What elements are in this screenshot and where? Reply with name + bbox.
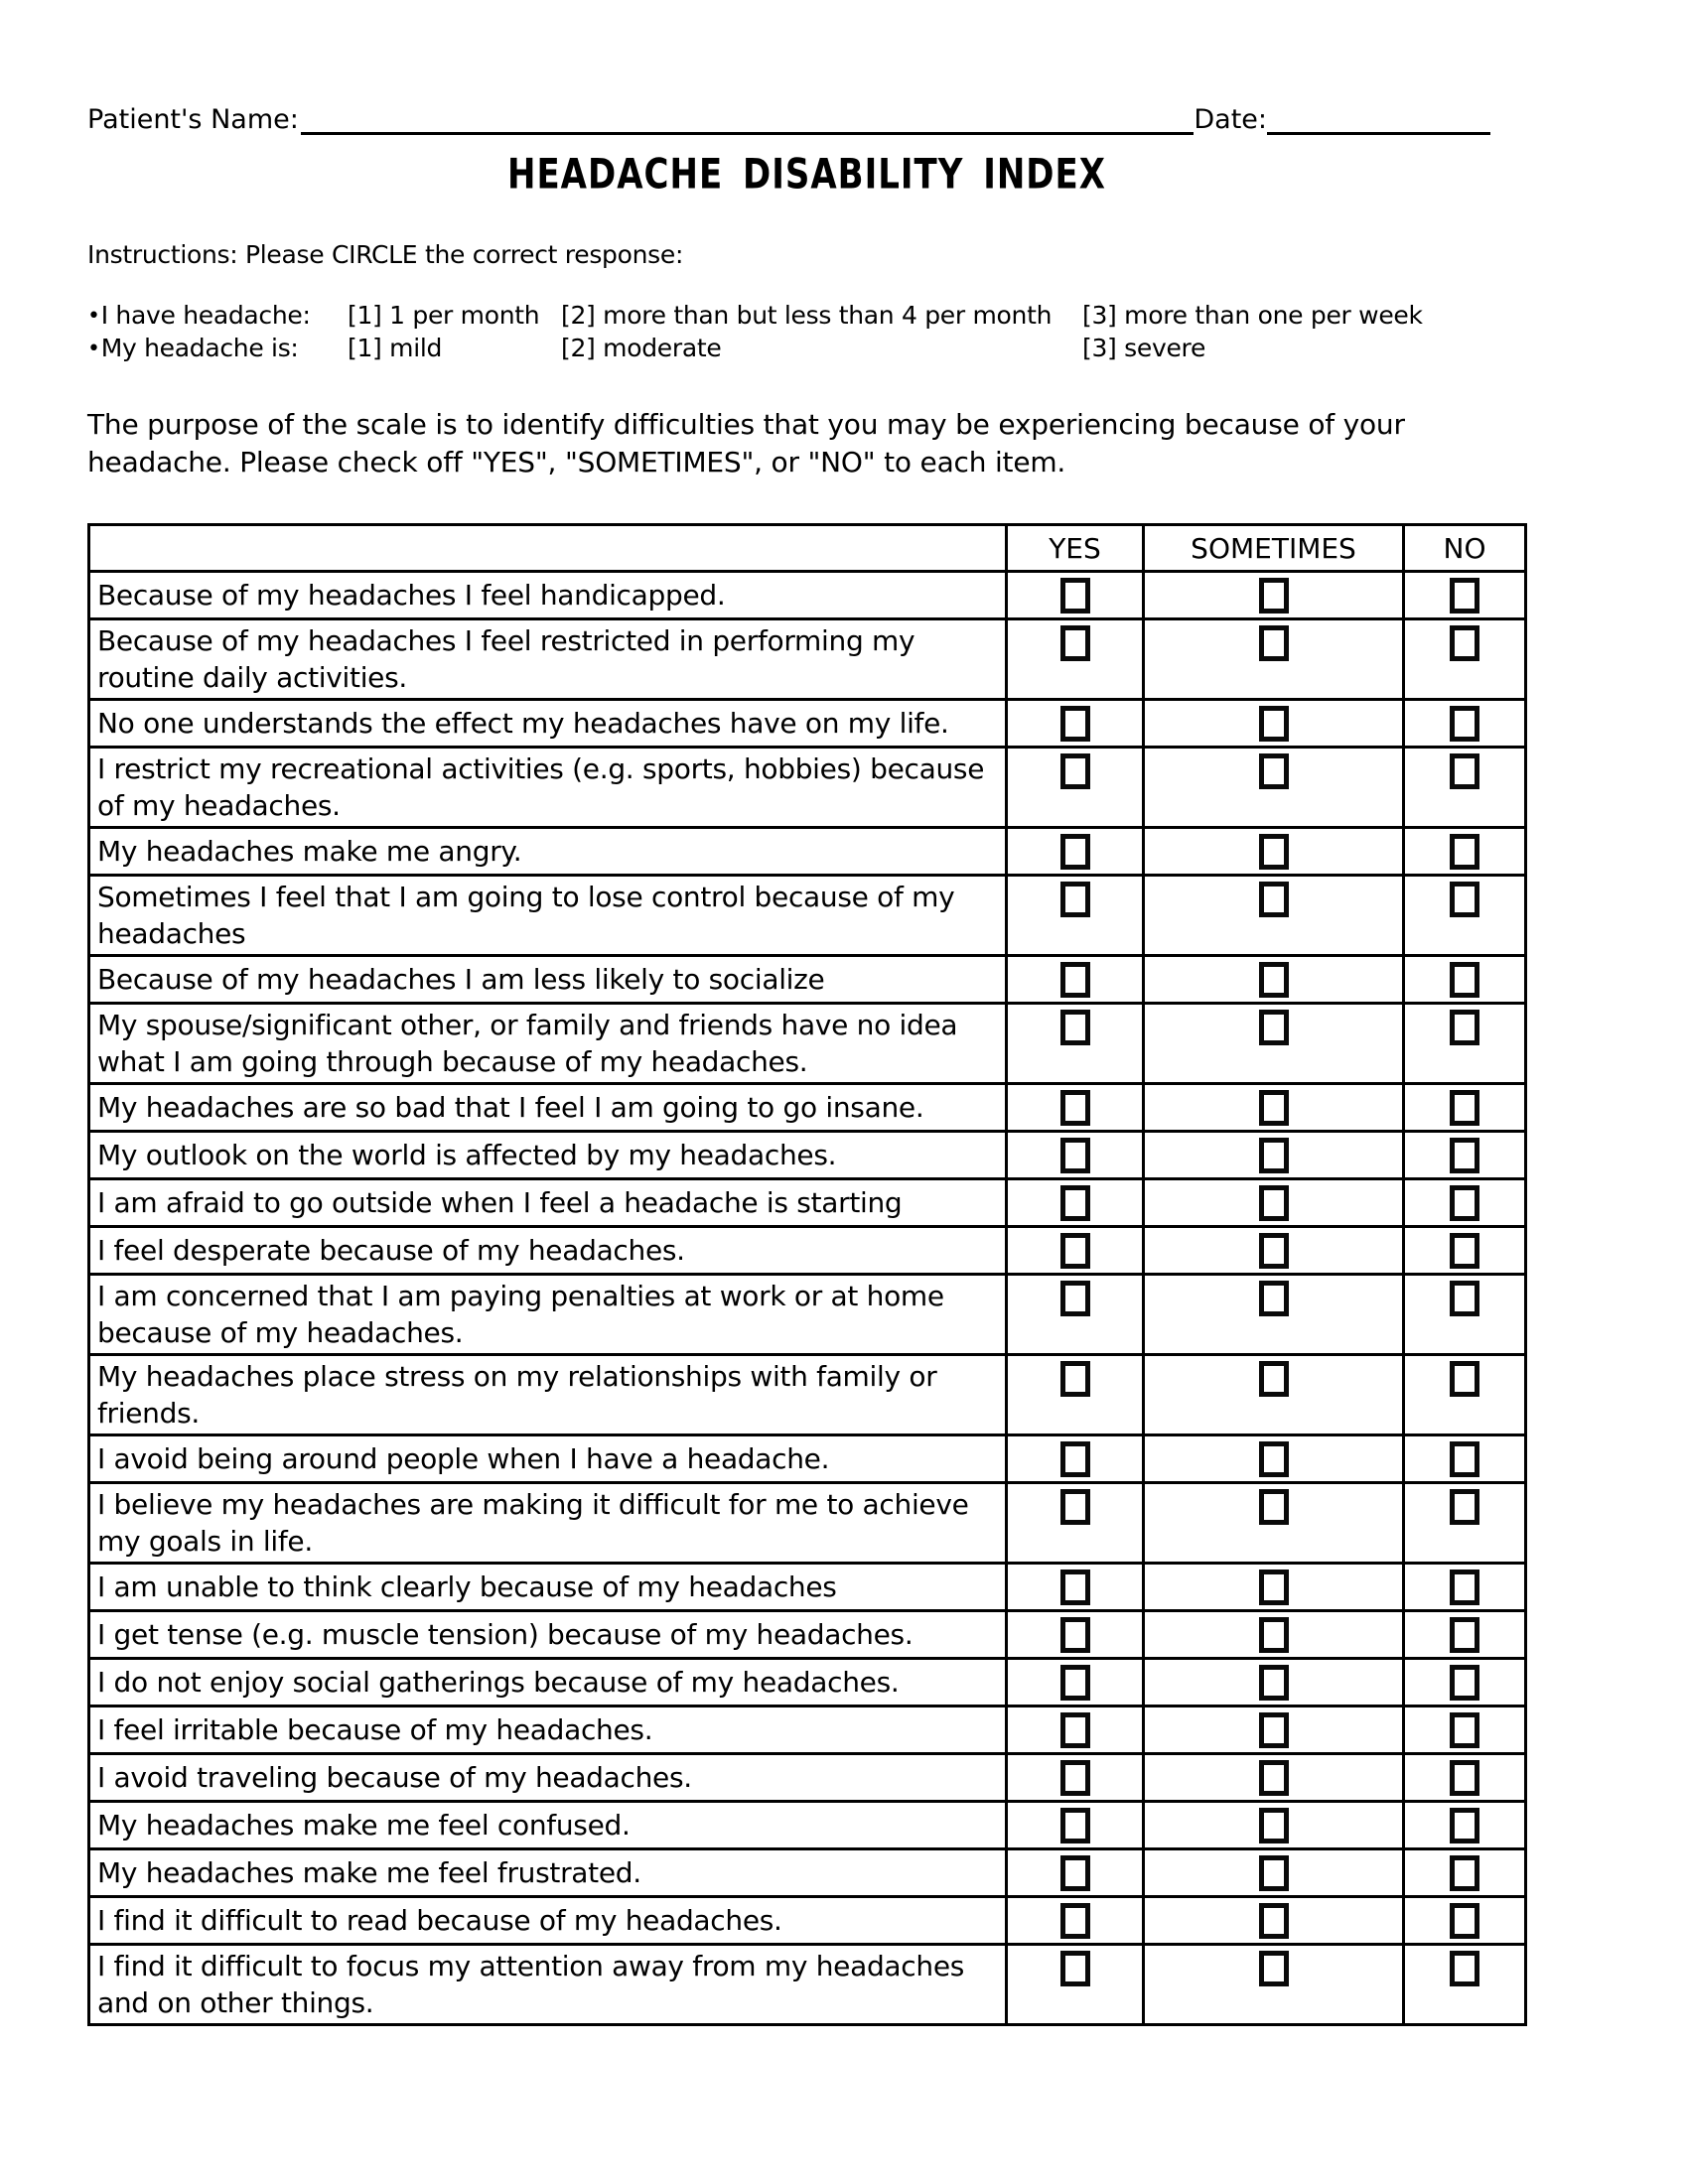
checkbox-sometimes[interactable]	[1259, 578, 1289, 614]
checkbox-yes[interactable]	[1060, 625, 1090, 661]
answer-cell-yes	[1007, 1227, 1144, 1275]
question-text: I am afraid to go outside when I feel a headache is starting	[89, 1179, 1007, 1227]
headache-severity-line	[87, 334, 1526, 366]
checkbox-sometimes[interactable]	[1259, 1760, 1289, 1796]
severity-label: My headache is:	[100, 334, 299, 362]
question-text: My headaches make me angry.	[89, 828, 1007, 876]
answer-cell-no	[1404, 828, 1526, 876]
checkbox-no[interactable]	[1450, 1712, 1479, 1748]
question-text: I get tense (e.g. muscle tension) because of my headaches.	[89, 1611, 1007, 1659]
question-column-header	[89, 525, 1007, 572]
table-row	[89, 748, 1526, 828]
answer-cell-yes	[1007, 748, 1144, 828]
headache-frequency-line	[87, 301, 1526, 334]
frequency-option-1[interactable]: [1] 1 per month	[348, 301, 540, 330]
answer-cell-sometimes	[1144, 1611, 1404, 1659]
checkbox-sometimes[interactable]	[1259, 1185, 1289, 1221]
table-row	[89, 1179, 1526, 1227]
answer-cell-no	[1404, 1004, 1526, 1084]
table-row	[89, 1227, 1526, 1275]
checkbox-no[interactable]	[1450, 1570, 1479, 1605]
answer-cell-yes	[1007, 1659, 1144, 1706]
checkbox-no[interactable]	[1450, 1617, 1479, 1653]
table-row	[89, 1084, 1526, 1132]
answer-cell-no	[1404, 1275, 1526, 1355]
bullet-icon: •	[87, 337, 100, 361]
question-text: Because of my headaches I feel handicapped.	[89, 572, 1007, 619]
table-row	[89, 1754, 1526, 1802]
checkbox-yes[interactable]	[1060, 882, 1090, 917]
question-text: My headaches make me feel frustrated.	[89, 1849, 1007, 1897]
answer-cell-sometimes	[1144, 1897, 1404, 1945]
checkbox-no[interactable]	[1450, 1903, 1479, 1939]
question-text: I find it difficult to focus my attention away from my headaches and on other things.	[89, 1945, 1007, 2025]
answer-cell-no	[1404, 1659, 1526, 1706]
checkbox-sometimes[interactable]	[1259, 1951, 1289, 1986]
table-header-row	[89, 525, 1526, 572]
answer-cell-yes	[1007, 1802, 1144, 1849]
checkbox-sometimes[interactable]	[1259, 1138, 1289, 1173]
answer-cell-sometimes	[1144, 1004, 1404, 1084]
checkbox-sometimes[interactable]	[1259, 834, 1289, 870]
checkbox-yes[interactable]	[1060, 1281, 1090, 1316]
answer-cell-no	[1404, 1084, 1526, 1132]
answer-cell-no	[1404, 1706, 1526, 1754]
answer-cell-no	[1404, 1483, 1526, 1564]
table-row	[89, 1706, 1526, 1754]
checkbox-yes[interactable]	[1060, 1712, 1090, 1748]
answer-cell-yes	[1007, 1435, 1144, 1483]
answer-cell-sometimes	[1144, 828, 1404, 876]
table-row	[89, 1355, 1526, 1435]
answer-cell-no	[1404, 700, 1526, 748]
patient-name-field[interactable]	[301, 101, 1195, 135]
bullet-label	[87, 334, 299, 362]
answer-cell-no	[1404, 1179, 1526, 1227]
answer-cell-yes	[1007, 828, 1144, 876]
instructions-heading: Instructions: Please CIRCLE the correct response:	[87, 240, 684, 269]
answer-cell-no	[1404, 956, 1526, 1004]
patient-header-row	[87, 101, 1526, 135]
checkbox-yes[interactable]	[1060, 1808, 1090, 1843]
checkbox-no[interactable]	[1450, 1010, 1479, 1045]
checkbox-sometimes[interactable]	[1259, 1010, 1289, 1045]
table-row	[89, 572, 1526, 619]
page-title: HEADACHE DISABILITY INDEX	[507, 150, 1106, 200]
patient-name-label: Patient's Name:	[87, 104, 299, 135]
checkbox-yes[interactable]	[1060, 962, 1090, 998]
answer-cell-no	[1404, 572, 1526, 619]
answer-cell-sometimes	[1144, 1084, 1404, 1132]
answer-cell-sometimes	[1144, 1945, 1404, 2025]
severity-option-3[interactable]: [3] severe	[1082, 334, 1206, 362]
checkbox-no[interactable]	[1450, 1090, 1479, 1126]
bullet-icon: •	[87, 304, 100, 329]
answer-cell-sometimes	[1144, 1355, 1404, 1435]
hdi-table-body	[89, 572, 1526, 2025]
answer-cell-sometimes	[1144, 1227, 1404, 1275]
answer-cell-sometimes	[1144, 1754, 1404, 1802]
checkbox-no[interactable]	[1450, 1441, 1479, 1477]
answer-cell-no	[1404, 619, 1526, 700]
table-row	[89, 956, 1526, 1004]
answer-cell-yes	[1007, 1945, 1144, 2025]
answer-cell-no	[1404, 1355, 1526, 1435]
question-text: My outlook on the world is affected by my headaches.	[89, 1132, 1007, 1179]
checkbox-sometimes[interactable]	[1259, 1489, 1289, 1525]
checkbox-yes[interactable]	[1060, 753, 1090, 789]
checkbox-yes[interactable]	[1060, 1855, 1090, 1891]
question-text: Because of my headaches I feel restricted in performing my routine daily activities.	[89, 619, 1007, 700]
checkbox-yes[interactable]	[1060, 1489, 1090, 1525]
checkbox-no[interactable]	[1450, 1489, 1479, 1525]
checkbox-no[interactable]	[1450, 1760, 1479, 1796]
checkbox-sometimes[interactable]	[1259, 1617, 1289, 1653]
table-row	[89, 1275, 1526, 1355]
answer-cell-sometimes	[1144, 1706, 1404, 1754]
checkbox-sometimes[interactable]	[1259, 1441, 1289, 1477]
no-column-header: NO	[1404, 525, 1526, 572]
answer-cell-sometimes	[1144, 1659, 1404, 1706]
checkbox-sometimes[interactable]	[1259, 1903, 1289, 1939]
answer-cell-yes	[1007, 1611, 1144, 1659]
checkbox-no[interactable]	[1450, 578, 1479, 614]
answer-cell-no	[1404, 1945, 1526, 2025]
answer-cell-yes	[1007, 1706, 1144, 1754]
question-text: I avoid traveling because of my headaches.	[89, 1754, 1007, 1802]
checkbox-no[interactable]	[1450, 962, 1479, 998]
checkbox-sometimes[interactable]	[1259, 1361, 1289, 1397]
hdi-table	[87, 523, 1527, 2026]
checkbox-yes[interactable]	[1060, 1665, 1090, 1701]
table-row	[89, 619, 1526, 700]
checkbox-no[interactable]	[1450, 1361, 1479, 1397]
answer-cell-no	[1404, 748, 1526, 828]
checkbox-no[interactable]	[1450, 1138, 1479, 1173]
question-text: Because of my headaches I am less likely to socialize	[89, 956, 1007, 1004]
checkbox-no[interactable]	[1450, 834, 1479, 870]
table-row	[89, 828, 1526, 876]
checkbox-no[interactable]	[1450, 1808, 1479, 1843]
table-row	[89, 1945, 1526, 2025]
table-row	[89, 1483, 1526, 1564]
answer-cell-sometimes	[1144, 1275, 1404, 1355]
purpose-line-1: The purpose of the scale is to identify difficulties that you may be experiencing because of your	[87, 408, 1405, 441]
answer-cell-yes	[1007, 1084, 1144, 1132]
checkbox-sometimes[interactable]	[1259, 1570, 1289, 1605]
sometimes-column-header: SOMETIMES	[1144, 525, 1404, 572]
answer-cell-no	[1404, 1227, 1526, 1275]
answer-cell-sometimes	[1144, 748, 1404, 828]
checkbox-sometimes[interactable]	[1259, 1808, 1289, 1843]
checkbox-no[interactable]	[1450, 753, 1479, 789]
answer-cell-sometimes	[1144, 1179, 1404, 1227]
question-text: I avoid being around people when I have a headache.	[89, 1435, 1007, 1483]
answer-cell-yes	[1007, 1897, 1144, 1945]
question-text: Sometimes I feel that I am going to lose control because of my headaches	[89, 876, 1007, 956]
answer-cell-yes	[1007, 572, 1144, 619]
table-row	[89, 1659, 1526, 1706]
checkbox-no[interactable]	[1450, 1951, 1479, 1986]
checkbox-sometimes[interactable]	[1259, 753, 1289, 789]
checkbox-yes[interactable]	[1060, 578, 1090, 614]
question-text: My headaches are so bad that I feel I am going to go insane.	[89, 1084, 1007, 1132]
checkbox-yes[interactable]	[1060, 1570, 1090, 1605]
answer-cell-yes	[1007, 1179, 1144, 1227]
table-row	[89, 1004, 1526, 1084]
frequency-label: I have headache:	[100, 301, 311, 330]
checkbox-yes[interactable]	[1060, 706, 1090, 742]
answer-cell-no	[1404, 876, 1526, 956]
table-row	[89, 1564, 1526, 1611]
answer-cell-no	[1404, 1132, 1526, 1179]
question-text: My spouse/significant other, or family and friends have no idea what I am going through because of my headaches.	[89, 1004, 1007, 1084]
checkbox-sometimes[interactable]	[1259, 1281, 1289, 1316]
checkbox-yes[interactable]	[1060, 1090, 1090, 1126]
question-text: I am concerned that I am paying penalties at work or at home because of my headaches.	[89, 1275, 1007, 1355]
question-text: My headaches make me feel confused.	[89, 1802, 1007, 1849]
table-row	[89, 876, 1526, 956]
checkbox-no[interactable]	[1450, 882, 1479, 917]
checkbox-no[interactable]	[1450, 706, 1479, 742]
answer-cell-sometimes	[1144, 1132, 1404, 1179]
purpose-line-2: headache. Please check off "YES", "SOMETIMES", or "NO" to each item.	[87, 446, 1066, 478]
severity-option-2[interactable]: [2] moderate	[561, 334, 722, 362]
checkbox-yes[interactable]	[1060, 1138, 1090, 1173]
answer-cell-no	[1404, 1754, 1526, 1802]
response-options	[87, 301, 1526, 366]
checkbox-yes[interactable]	[1060, 1185, 1090, 1221]
checkbox-sometimes[interactable]	[1259, 1233, 1289, 1269]
checkbox-no[interactable]	[1450, 1855, 1479, 1891]
checkbox-yes[interactable]	[1060, 1903, 1090, 1939]
answer-cell-sometimes	[1144, 700, 1404, 748]
checkbox-no[interactable]	[1450, 1185, 1479, 1221]
question-text: My headaches place stress on my relationships with family or friends.	[89, 1355, 1007, 1435]
answer-cell-yes	[1007, 1004, 1144, 1084]
question-text: I feel irritable because of my headaches.	[89, 1706, 1007, 1754]
table-row	[89, 1132, 1526, 1179]
answer-cell-yes	[1007, 1754, 1144, 1802]
purpose-paragraph	[87, 406, 1526, 481]
checkbox-yes[interactable]	[1060, 1010, 1090, 1045]
answer-cell-sometimes	[1144, 876, 1404, 956]
answer-cell-yes	[1007, 1564, 1144, 1611]
checkbox-yes[interactable]	[1060, 1617, 1090, 1653]
table-row	[89, 1849, 1526, 1897]
answer-cell-sometimes	[1144, 1435, 1404, 1483]
question-text: I find it difficult to read because of my headaches.	[89, 1897, 1007, 1945]
answer-cell-yes	[1007, 1132, 1144, 1179]
frequency-option-2[interactable]: [2] more than but less than 4 per month	[561, 301, 1053, 330]
table-row	[89, 700, 1526, 748]
checkbox-sometimes[interactable]	[1259, 882, 1289, 917]
frequency-option-3[interactable]: [3] more than one per week	[1082, 301, 1423, 330]
answer-cell-yes	[1007, 700, 1144, 748]
answer-cell-no	[1404, 1435, 1526, 1483]
answer-cell-no	[1404, 1611, 1526, 1659]
answer-cell-no	[1404, 1897, 1526, 1945]
answer-cell-yes	[1007, 1483, 1144, 1564]
checkbox-sometimes[interactable]	[1259, 1665, 1289, 1701]
severity-option-1[interactable]: [1] mild	[348, 334, 443, 362]
table-row	[89, 1802, 1526, 1849]
checkbox-sometimes[interactable]	[1259, 1855, 1289, 1891]
table-row	[89, 1611, 1526, 1659]
answer-cell-sometimes	[1144, 1849, 1404, 1897]
checkbox-yes[interactable]	[1060, 1441, 1090, 1477]
checkbox-yes[interactable]	[1060, 1233, 1090, 1269]
question-text: I am unable to think clearly because of my headaches	[89, 1564, 1007, 1611]
checkbox-sometimes[interactable]	[1259, 1090, 1289, 1126]
answer-cell-sometimes	[1144, 956, 1404, 1004]
answer-cell-sometimes	[1144, 572, 1404, 619]
checkbox-no[interactable]	[1450, 1281, 1479, 1316]
question-text: I feel desperate because of my headaches.	[89, 1227, 1007, 1275]
answer-cell-no	[1404, 1564, 1526, 1611]
answer-cell-yes	[1007, 1355, 1144, 1435]
bullet-label	[87, 301, 311, 330]
checkbox-sometimes[interactable]	[1259, 625, 1289, 661]
date-label: Date:	[1194, 104, 1267, 135]
question-text: I do not enjoy social gatherings because of my headaches.	[89, 1659, 1007, 1706]
checkbox-no[interactable]	[1450, 1233, 1479, 1269]
answer-cell-yes	[1007, 619, 1144, 700]
question-text: I restrict my recreational activities (e.g. sports, hobbies) because of my headaches.	[89, 748, 1007, 828]
checkbox-yes[interactable]	[1060, 1760, 1090, 1796]
checkbox-sometimes[interactable]	[1259, 962, 1289, 998]
date-field[interactable]	[1267, 101, 1490, 135]
checkbox-yes[interactable]	[1060, 834, 1090, 870]
checkbox-sometimes[interactable]	[1259, 706, 1289, 742]
answer-cell-sometimes	[1144, 1483, 1404, 1564]
answer-cell-yes	[1007, 876, 1144, 956]
answer-cell-sometimes	[1144, 1564, 1404, 1611]
form-page	[87, 0, 1526, 2026]
table-row	[89, 1435, 1526, 1483]
checkbox-no[interactable]	[1450, 1665, 1479, 1701]
yes-column-header: YES	[1007, 525, 1144, 572]
checkbox-no[interactable]	[1450, 625, 1479, 661]
answer-cell-sometimes	[1144, 1802, 1404, 1849]
answer-cell-yes	[1007, 1849, 1144, 1897]
question-text: No one understands the effect my headaches have on my life.	[89, 700, 1007, 748]
answer-cell-yes	[1007, 956, 1144, 1004]
answer-cell-no	[1404, 1802, 1526, 1849]
checkbox-yes[interactable]	[1060, 1361, 1090, 1397]
question-text: I believe my headaches are making it difficult for me to achieve my goals in life.	[89, 1483, 1007, 1564]
answer-cell-no	[1404, 1849, 1526, 1897]
answer-cell-yes	[1007, 1275, 1144, 1355]
checkbox-sometimes[interactable]	[1259, 1712, 1289, 1748]
checkbox-yes[interactable]	[1060, 1951, 1090, 1986]
answer-cell-sometimes	[1144, 619, 1404, 700]
table-row	[89, 1897, 1526, 1945]
